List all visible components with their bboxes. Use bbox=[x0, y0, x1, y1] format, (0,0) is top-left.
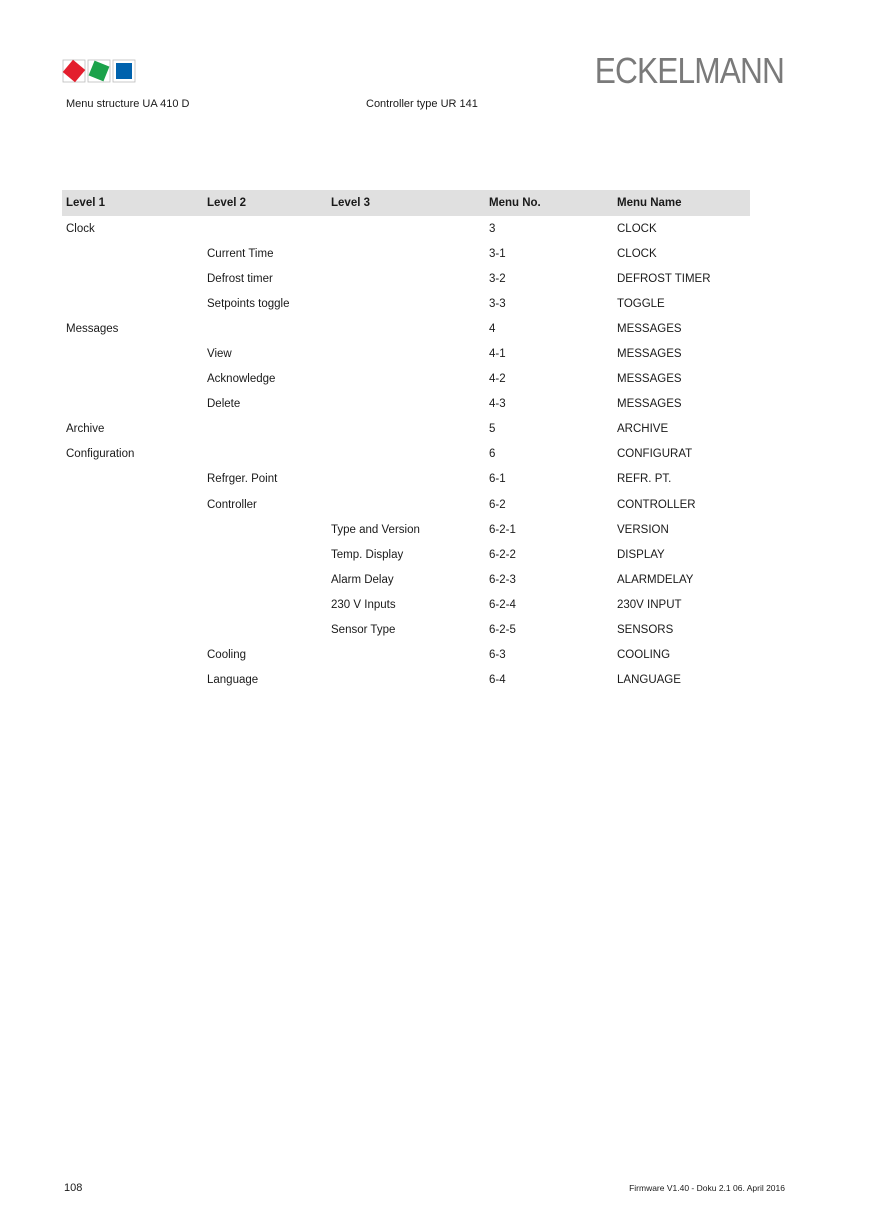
cell-level-1 bbox=[62, 618, 203, 643]
footer-info: Firmware V1.40 - Doku 2.1 06. April 2016 bbox=[629, 1183, 785, 1193]
table-row bbox=[62, 266, 750, 291]
cell-menu-no: 6-4 bbox=[489, 674, 506, 687]
cell-menu-name: MESSAGES bbox=[617, 348, 682, 361]
cell-level-2 bbox=[203, 567, 327, 592]
cell-menu-no: 3-3 bbox=[489, 297, 506, 310]
cell-level-3 bbox=[327, 216, 485, 241]
cell-level-3 bbox=[327, 643, 485, 668]
table-row bbox=[62, 241, 750, 266]
table-row bbox=[62, 216, 750, 241]
brand-logo-icon bbox=[62, 58, 136, 84]
cell-menu-no: 6 bbox=[489, 448, 496, 461]
cell-level-3 bbox=[327, 241, 485, 266]
cell-menu-no: 6-2-2 bbox=[489, 548, 516, 561]
cell-menu-name: ALARMDELAY bbox=[617, 573, 694, 586]
cell-level-1 bbox=[62, 266, 203, 291]
cell-menu-name: MESSAGES bbox=[617, 322, 682, 335]
table-header-row bbox=[62, 190, 750, 216]
cell-menu-no: 3-2 bbox=[489, 272, 506, 285]
table-row bbox=[62, 467, 750, 492]
cell-level-2: Delete bbox=[207, 398, 241, 411]
cell-menu-name: VERSION bbox=[617, 523, 669, 536]
brand-name: ECKELMANN bbox=[594, 50, 784, 91]
cell-level-3 bbox=[327, 467, 485, 492]
cell-level-1 bbox=[62, 542, 203, 567]
table-row bbox=[62, 341, 750, 366]
cell-menu-no: 4-3 bbox=[489, 398, 506, 411]
cell-menu-name: CLOCK bbox=[617, 222, 657, 235]
cell-menu-name: MESSAGES bbox=[617, 398, 682, 411]
page-number: 108 bbox=[64, 1182, 83, 1194]
header-menu-name: Menu Name bbox=[613, 190, 750, 216]
cell-level-3: Sensor Type bbox=[331, 624, 396, 637]
cell-level-2 bbox=[203, 316, 327, 341]
cell-level-2 bbox=[203, 216, 327, 241]
cell-level-3 bbox=[327, 266, 485, 291]
cell-level-3: Alarm Delay bbox=[331, 573, 394, 586]
cell-menu-name: DISPLAY bbox=[617, 548, 665, 561]
cell-menu-no: 6-2-4 bbox=[489, 598, 516, 611]
cell-level-2: Acknowledge bbox=[207, 373, 276, 386]
header-menu-no: Menu No. bbox=[485, 190, 613, 216]
cell-level-1 bbox=[62, 367, 203, 392]
cell-level-2: Defrost timer bbox=[207, 272, 273, 285]
cell-level-3 bbox=[327, 392, 485, 417]
cell-menu-name: CONFIGURAT bbox=[617, 448, 693, 461]
cell-level-3 bbox=[327, 442, 485, 467]
cell-level-2: Cooling bbox=[207, 649, 246, 662]
cell-level-3: Type and Version bbox=[331, 523, 420, 536]
menu-structure-table bbox=[62, 190, 750, 693]
cell-level-2 bbox=[203, 542, 327, 567]
cell-level-1 bbox=[62, 517, 203, 542]
cell-menu-name: DEFROST TIMER bbox=[617, 272, 711, 285]
document-title: Menu structure UA 410 D bbox=[66, 98, 190, 110]
cell-level-1: Messages bbox=[66, 322, 119, 335]
cell-level-1 bbox=[62, 592, 203, 617]
cell-level-3: 230 V Inputs bbox=[331, 598, 396, 611]
blue-square bbox=[116, 63, 132, 79]
cell-menu-name: CONTROLLER bbox=[617, 498, 696, 511]
cell-menu-no: 3 bbox=[489, 222, 496, 235]
controller-type: Controller type UR 141 bbox=[366, 98, 478, 110]
table-row bbox=[62, 442, 750, 467]
cell-menu-no: 4-1 bbox=[489, 348, 506, 361]
table-row bbox=[62, 492, 750, 517]
cell-menu-no: 6-3 bbox=[489, 649, 506, 662]
cell-level-3 bbox=[327, 367, 485, 392]
cell-level-1 bbox=[62, 241, 203, 266]
cell-menu-no: 6-2-5 bbox=[489, 624, 516, 637]
cell-level-3: Temp. Display bbox=[331, 548, 404, 561]
cell-level-2 bbox=[203, 618, 327, 643]
cell-level-1: Clock bbox=[66, 222, 95, 235]
cell-level-3 bbox=[327, 341, 485, 366]
cell-level-1: Configuration bbox=[66, 448, 135, 461]
table-row bbox=[62, 668, 750, 693]
cell-menu-no: 3-1 bbox=[489, 247, 506, 260]
cell-level-1 bbox=[62, 467, 203, 492]
cell-level-2: View bbox=[207, 348, 232, 361]
cell-level-1 bbox=[62, 492, 203, 517]
cell-level-3 bbox=[327, 668, 485, 693]
table-row bbox=[62, 592, 750, 617]
header-level-2: Level 2 bbox=[203, 190, 327, 216]
cell-level-2 bbox=[203, 417, 327, 442]
cell-menu-no: 6-2-1 bbox=[489, 523, 516, 536]
cell-level-3 bbox=[327, 291, 485, 316]
table-row bbox=[62, 392, 750, 417]
table-row bbox=[62, 316, 750, 341]
header-level-1: Level 1 bbox=[62, 190, 203, 216]
cell-menu-name: TOGGLE bbox=[617, 297, 665, 310]
cell-level-1 bbox=[62, 567, 203, 592]
table-row bbox=[62, 567, 750, 592]
header-level-3: Level 3 bbox=[327, 190, 485, 216]
table-row bbox=[62, 367, 750, 392]
cell-level-2: Setpoints toggle bbox=[207, 297, 290, 310]
cell-level-1 bbox=[62, 643, 203, 668]
cell-level-2 bbox=[203, 592, 327, 617]
table-row bbox=[62, 618, 750, 643]
cell-level-2: Controller bbox=[207, 498, 257, 511]
cell-menu-name: REFR. PT. bbox=[617, 473, 672, 486]
table-row bbox=[62, 542, 750, 567]
cell-level-3 bbox=[327, 417, 485, 442]
cell-level-2: Refrger. Point bbox=[207, 473, 278, 486]
cell-level-1 bbox=[62, 392, 203, 417]
cell-level-1 bbox=[62, 668, 203, 693]
cell-menu-no: 6-1 bbox=[489, 473, 506, 486]
cell-menu-name: ARCHIVE bbox=[617, 423, 669, 436]
cell-menu-name: CLOCK bbox=[617, 247, 657, 260]
table-row bbox=[62, 643, 750, 668]
cell-level-3 bbox=[327, 316, 485, 341]
cell-level-1 bbox=[62, 341, 203, 366]
cell-menu-name: MESSAGES bbox=[617, 373, 682, 386]
table-row bbox=[62, 417, 750, 442]
cell-menu-no: 4 bbox=[489, 322, 496, 335]
cell-level-3 bbox=[327, 492, 485, 517]
cell-level-2 bbox=[203, 442, 327, 467]
cell-menu-no: 6-2 bbox=[489, 498, 506, 511]
cell-level-2 bbox=[203, 517, 327, 542]
cell-menu-no: 6-2-3 bbox=[489, 573, 516, 586]
table-row bbox=[62, 517, 750, 542]
cell-menu-name: 230V INPUT bbox=[617, 598, 682, 611]
cell-menu-name: SENSORS bbox=[617, 624, 674, 637]
cell-menu-no: 5 bbox=[489, 423, 496, 436]
cell-menu-name: LANGUAGE bbox=[617, 674, 681, 687]
table-row bbox=[62, 291, 750, 316]
cell-menu-no: 4-2 bbox=[489, 373, 506, 386]
cell-level-1 bbox=[62, 291, 203, 316]
cell-menu-name: COOLING bbox=[617, 649, 671, 662]
cell-level-1: Archive bbox=[66, 423, 105, 436]
cell-level-2: Current Time bbox=[207, 247, 274, 260]
cell-level-2: Language bbox=[207, 674, 259, 687]
